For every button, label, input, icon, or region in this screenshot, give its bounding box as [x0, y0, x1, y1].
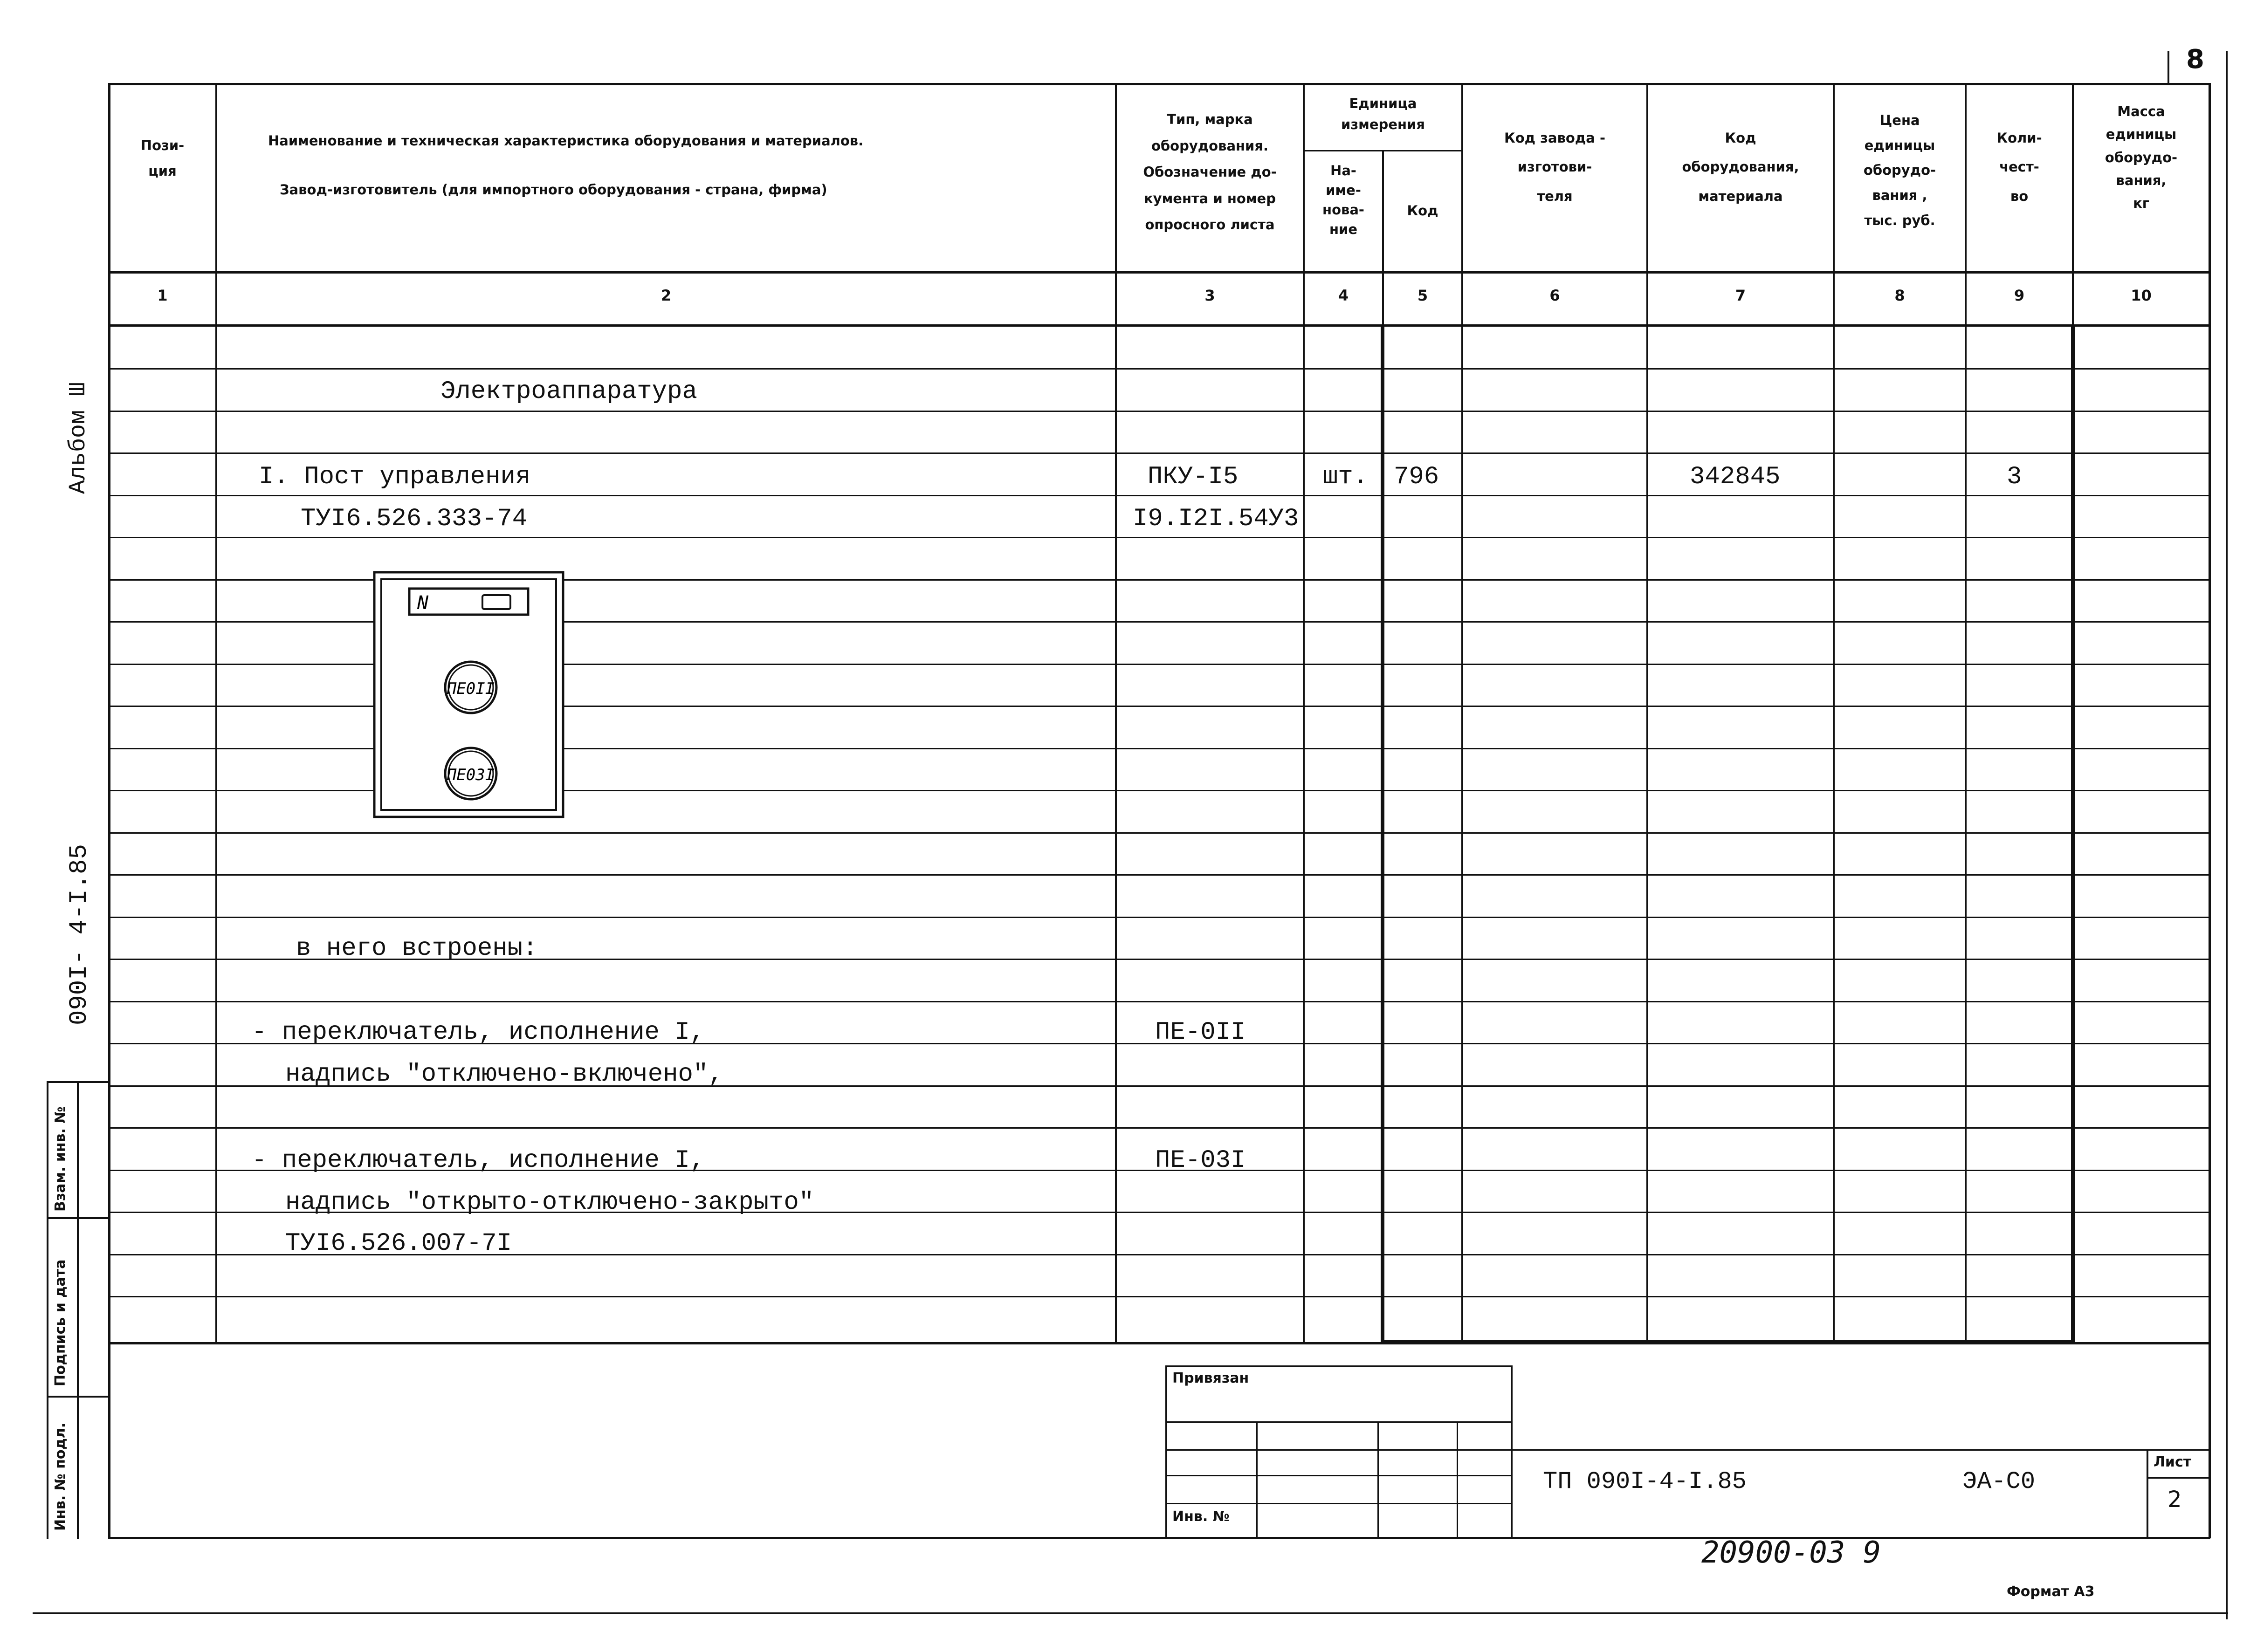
row-line [108, 832, 2210, 834]
col-num-10: 10 [2131, 287, 2152, 304]
col-num-8: 8 [1894, 287, 1905, 304]
stamp-box-right [1511, 1365, 1513, 1538]
title-doc-code: ТП 090I-4-I.85 [1543, 1468, 1747, 1495]
header-mass: Масса единицы оборудо- вания, кг [2105, 103, 2178, 212]
thick-box-right [2071, 324, 2075, 1344]
switch2-name: - переключатель, исполнение I, [252, 1146, 705, 1175]
album-label: Альбом Ш [65, 382, 92, 494]
thick-box-bottom [1381, 1340, 2075, 1344]
side-field-swap: Взам. инв. № [52, 1106, 69, 1212]
stamp-inv: Инв. № [1172, 1508, 1230, 1525]
col-num-6: 6 [1549, 287, 1560, 304]
col-line-1 [215, 83, 217, 1344]
section-title: Электроаппаратура [440, 377, 697, 406]
sheet-bottom-edge [33, 1612, 2228, 1614]
item1-doc: I9.I2I.54У3 [1133, 505, 1299, 533]
switch2-type: ПЕ-03I [1155, 1146, 1246, 1175]
side-stamp-div2 [47, 1396, 110, 1398]
header-name-line1: Наименование и техническая характеристика оборудования и материалов. [268, 133, 864, 149]
stamp-col-3 [1457, 1421, 1458, 1538]
header-price: Цена единицы оборудо- вания , тыс. руб. [1863, 112, 1936, 228]
sheet-box-mid [2147, 1477, 2210, 1479]
row-line [108, 1296, 2210, 1297]
side-stamp-left [47, 1081, 48, 1539]
frame-top [108, 83, 2210, 85]
stamp-privyazan: Привязан [1172, 1370, 1249, 1386]
switch2-tu: ТУI6.526.007-7I [285, 1229, 512, 1258]
colnum-bottom-line [108, 324, 2210, 327]
header-eq-code: Код оборудования, материала [1682, 130, 1799, 204]
item1-type: ПКУ-I5 [1148, 463, 1239, 491]
col-line-2 [1115, 83, 1117, 1344]
stamp-col-1 [1256, 1421, 1258, 1538]
col-num-5: 5 [1417, 287, 1428, 304]
item1-code: 796 [1394, 463, 1439, 491]
nameplate-label: N [417, 592, 429, 614]
stamp-row-2 [1165, 1449, 1513, 1451]
col-line-5 [1461, 83, 1463, 1344]
button2-label: ПЕ03I [447, 766, 495, 784]
built-in-label: в него встроены: [296, 934, 538, 963]
col-num-3: 3 [1204, 287, 1215, 304]
header-bottom-line [108, 271, 2210, 274]
side-field-inventory: Инв. № подл. [52, 1422, 69, 1531]
header-unit: Единица измерения [1341, 96, 1425, 132]
col-line-6 [1646, 83, 1648, 1344]
row-line [108, 411, 2210, 412]
page-number-box [2168, 51, 2169, 84]
item1-unit: шт. [1323, 463, 1369, 491]
header-position: Пози- ция [140, 137, 185, 179]
title-block-top [1511, 1449, 2210, 1451]
switch1-type: ПЕ-0II [1155, 1018, 1246, 1047]
item1-qty: 3 [2007, 463, 2022, 491]
row-line [108, 452, 2210, 454]
frame-bottom [108, 1537, 2210, 1539]
frame-right [2209, 83, 2211, 1538]
col-line-8 [1965, 83, 1967, 1344]
title-ea: ЭА-С0 [1962, 1468, 2036, 1495]
header-plant-code: Код завода - изготови- теля [1504, 130, 1605, 204]
thick-box-left [1381, 324, 1384, 1344]
col-num-2: 2 [661, 287, 672, 304]
item1-eqcode: 342845 [1690, 463, 1781, 491]
side-stamp-mid [77, 1081, 79, 1539]
col-num-4: 4 [1338, 287, 1349, 304]
switch2-label: надпись "открыто-отключено-закрыто" [285, 1188, 814, 1217]
row-line [108, 1127, 2210, 1129]
col-num-9: 9 [2014, 287, 2025, 304]
switch1-name: - переключатель, исполнение I, [252, 1018, 705, 1047]
side-field-signature: Подпись и дата [52, 1259, 69, 1386]
header-unit-name: На- име- нова- ние [1322, 163, 1364, 238]
item1-tu: ТУI6.526.333-74 [301, 505, 528, 533]
item1-name: I. Пост управления [259, 463, 531, 491]
row-line [108, 368, 2210, 370]
switch1-label: надпись "отключено-включено", [285, 1060, 723, 1089]
row-line [108, 874, 2210, 876]
row-line [108, 917, 2210, 918]
col-num-1: 1 [157, 287, 168, 304]
row-line [108, 495, 2210, 496]
stamp-row-1 [1165, 1421, 1513, 1423]
sheet-right-edge [2226, 51, 2228, 1619]
sheet-box-left [2147, 1449, 2148, 1538]
button1-label: ПЕ0II [447, 679, 495, 698]
stamp-row-4 [1165, 1503, 1513, 1504]
control-post-drawing [373, 571, 566, 820]
format-label: Формат А3 [2007, 1583, 2095, 1600]
stamp-box-left [1165, 1365, 1167, 1538]
stamp-row-3 [1165, 1475, 1513, 1476]
col-num-7: 7 [1735, 287, 1746, 304]
stamp-box-top [1165, 1365, 1513, 1367]
side-stamp-top [47, 1081, 110, 1083]
col-line-7 [1833, 83, 1835, 1344]
row-line [108, 1001, 2210, 1002]
header-name-line2: Завод-изготовитель (для импортного оборудования - страна, фирма) [280, 182, 827, 198]
page-number: 8 [2186, 44, 2204, 75]
handwritten-number: 20900-03 9 [1701, 1535, 1881, 1570]
sheet-label: Лист [2154, 1454, 2192, 1470]
header-unit-code: Код [1407, 203, 1438, 219]
col-line-3 [1303, 83, 1305, 1344]
sheet-number: 2 [2168, 1487, 2182, 1513]
header-type: Тип, марка оборудования. Обозначение до- кумента и номер опросного листа [1143, 111, 1277, 233]
doc-code-vertical: 090I- 4-I.85 [65, 844, 94, 1025]
header-qty: Коли- чест- во [1996, 130, 2042, 204]
side-stamp-div1 [47, 1217, 110, 1219]
stamp-col-2 [1377, 1421, 1379, 1538]
row-line [108, 537, 2210, 538]
